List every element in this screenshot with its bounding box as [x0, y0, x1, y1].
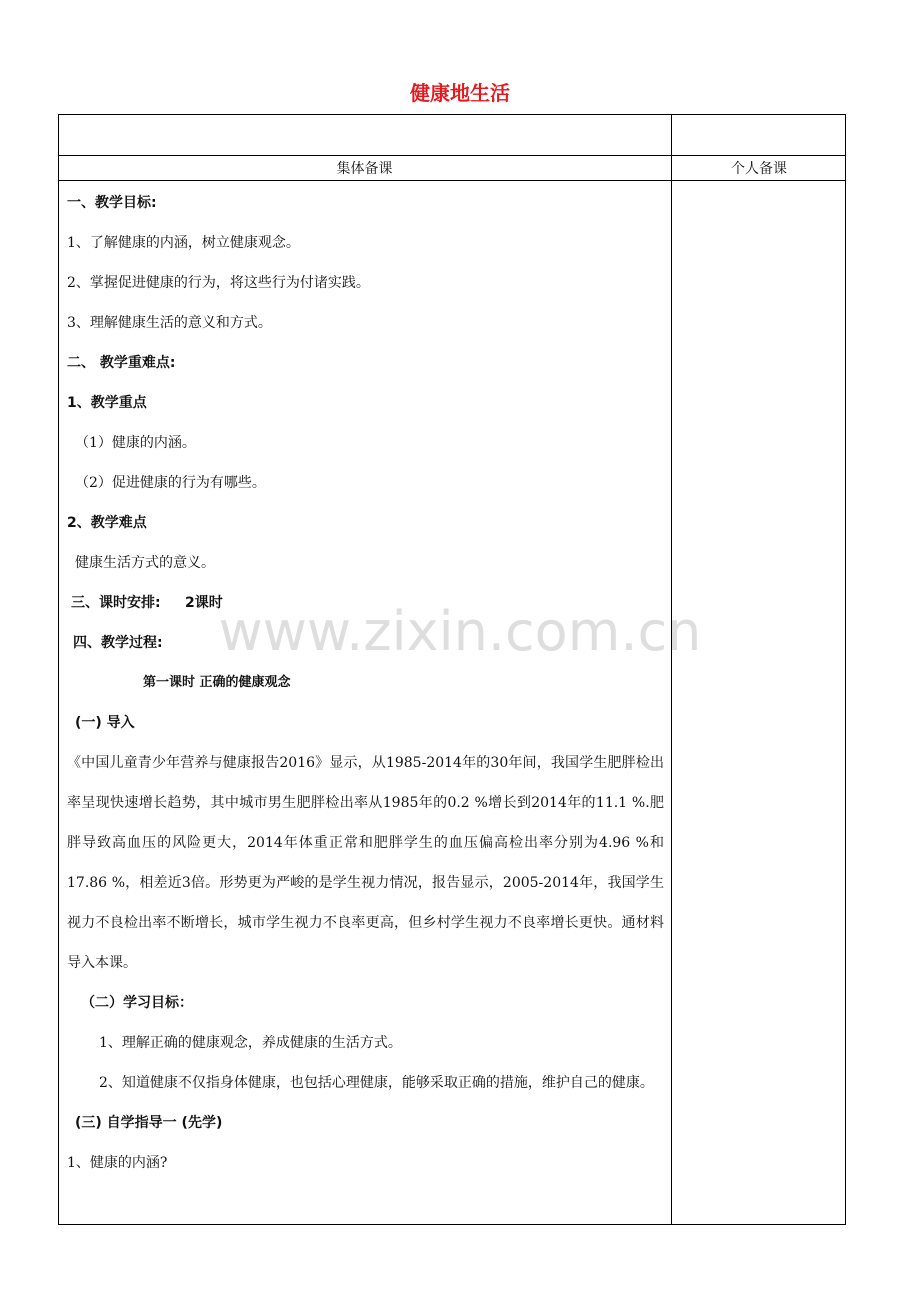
sub-heading: 1、教学重点 [67, 395, 147, 411]
list-item: 3、理解健康生活的意义和方式。 [67, 315, 272, 331]
section-heading: 一、教学目标: [67, 195, 157, 211]
section-heading: 二、 教学重难点: [67, 355, 176, 371]
list-item: 健康生活方式的意义。 [75, 555, 215, 571]
row-divider-header [58, 180, 846, 181]
lesson-heading: 第一课时 正确的健康观念 [143, 675, 291, 690]
column-header-group: 集体备课 [336, 161, 393, 177]
sub-heading: 2、教学难点 [67, 515, 147, 531]
list-item: 1、理解正确的健康观念，养成健康的生活方式。 [99, 1035, 402, 1051]
paragraph: 《中国儿童青少年营养与健康报告2016》显示，从1985-2014年的30年间，我国学生肥胖检出率呈现快速增长趋势，其中城市男生肥胖检出率从1985年的0.2 %增长到2014年的11.1 %.肥胖导致高血压的风险更大，2014年体重正常和肥胖学生的血压偏高检出率分别为4.96 %和17.86 %，相差近3倍。形势更为严峻的是学生视力情况，报告显示，2005-2014年，我国学生视力不良检出率不断增长，城市学生视力不良率更高，但乡村学生视力不良率增长更快。通材料导入本课。 [67, 755, 664, 971]
sub-heading: （二）学习目标： [81, 995, 193, 1011]
lesson-content [67, 183, 664, 1183]
sub-heading: (三) 自学指导一 (先学) [75, 1115, 223, 1131]
list-item: 2、掌握促进健康的行为，将这些行为付诸实践。 [67, 275, 370, 291]
sub-heading: (一) 导入 [75, 715, 135, 731]
list-item: （1）健康的内涵。 [75, 435, 196, 451]
list-item: （2）促进健康的行为有哪些。 [75, 475, 266, 491]
watermark: www.zixin.com.cn [218, 600, 702, 663]
list-item: 2、知道健康不仅指身体健康，也包括心理健康，能够采取正确的措施，维护自己的健康。 [99, 1075, 654, 1091]
document-title: 健康地生活 [410, 81, 510, 105]
column-header-personal: 个人备课 [731, 161, 787, 177]
list-item: 1、了解健康的内涵，树立健康观念。 [67, 235, 300, 251]
column-divider [671, 114, 672, 1225]
row-divider-top [58, 155, 846, 156]
section-heading: 三、课时安排: 2课时 [71, 595, 223, 611]
list-item: 1、健康的内涵? [67, 1155, 168, 1171]
section-heading: 四、教学过程: [73, 635, 163, 651]
